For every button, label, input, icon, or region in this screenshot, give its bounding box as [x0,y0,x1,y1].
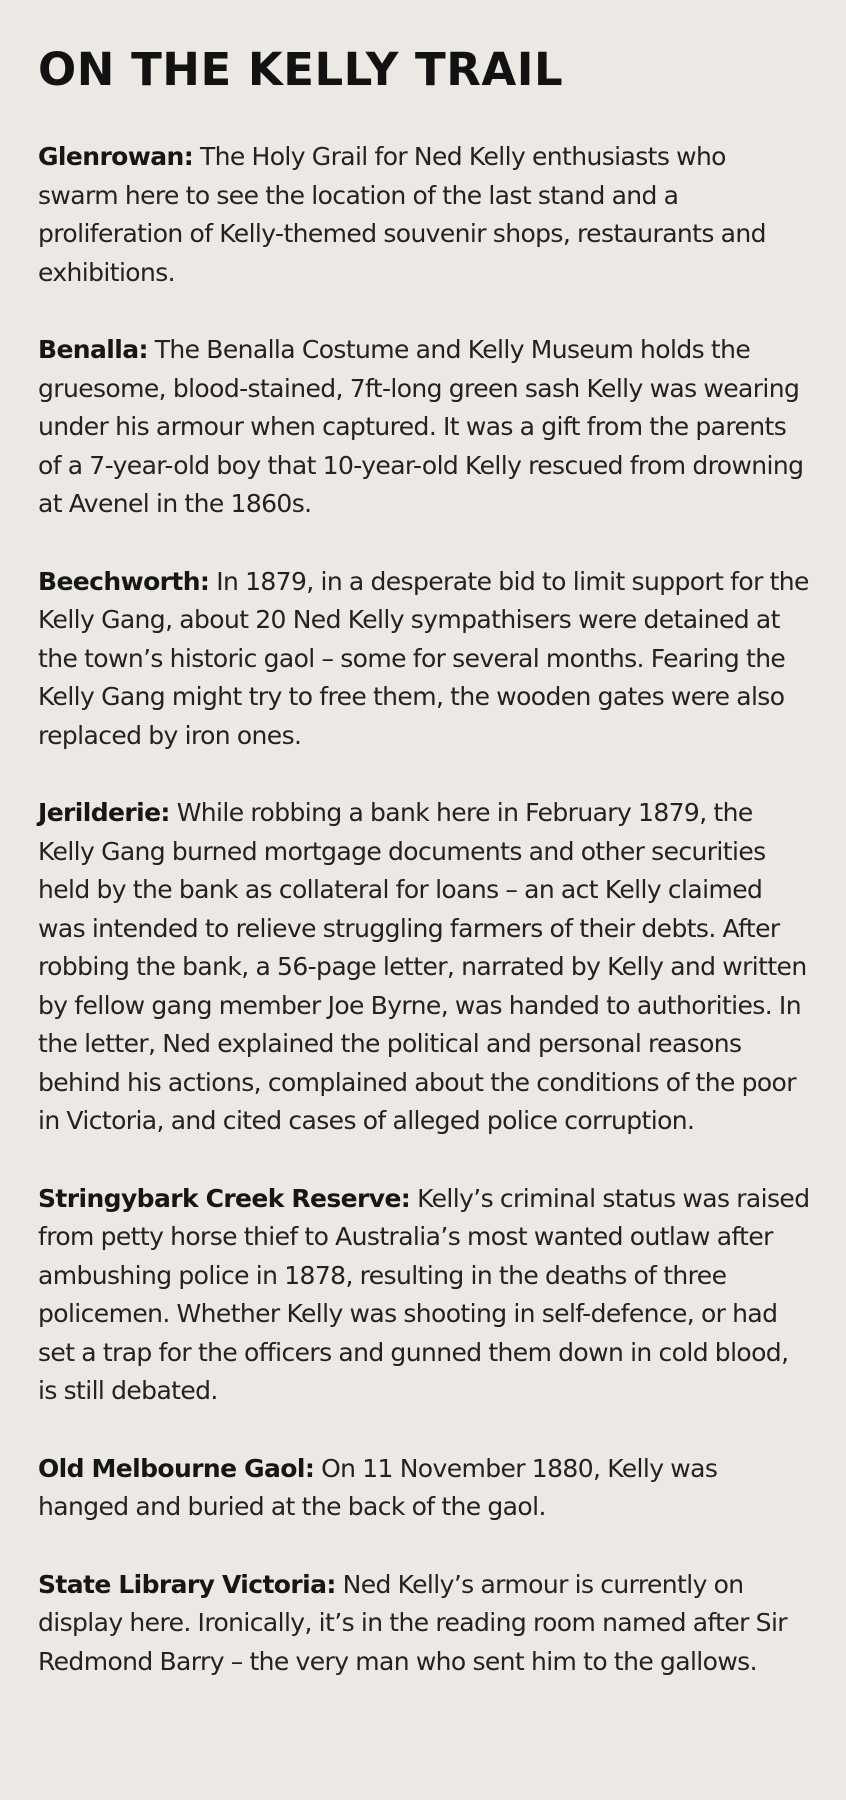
entry-text: Kelly’s criminal status was raised from petty horse thief to Australia’s most wanted outlaw after ambushing police in 1878, resulting in the deaths of three policemen. Whether Kelly was shooting in self-defence, or had set a trap for the officers and gunned them down in cold blood, is still debated. [38,1183,810,1405]
entry-stringybark-creek-reserve [38,1180,812,1411]
entry-text: The Holy Grail for Ned Kelly enthusiasts who swarm here to see the location of the last stand and a proliferation of Kelly-themed souvenir shops, restaurants and exhibitions. [38,142,766,287]
entry-place: State Library Victoria: [38,1569,336,1599]
entry-state-library-victoria [38,1566,812,1682]
entry-place: Stringybark Creek Reserve: [38,1183,411,1213]
entry-glenrowan [38,138,812,292]
entry-jerilderie [38,794,812,1141]
page-title: ON THE KELLY TRAIL [38,43,564,96]
entry-place: Jerilderie: [38,798,170,827]
entry-text: The Benalla Costume and Kelly Museum holds the gruesome, blood-stained, 7ft-long green sash Kelly was wearing under his armour when captured. It was a gift from the parents of a 7-year-old boy that 10-year-old Kelly rescued from drowning at Avenel in the 1860s. [38,335,804,518]
entry-list [38,138,812,1681]
entry-text: In 1879, in a desperate bid to limit support for the Kelly Gang, about 20 Ned Kelly sympathisers were detained at the town’s historic gaol – some for several months. Fearing the Kelly Gang might try to free them, the wooden gates were also replaced by iron ones. [38,566,809,750]
entry-text: While robbing a bank here in February 1879, the Kelly Gang burned mortgage documents and other securities held by the bank as collateral for loans – an act Kelly claimed was intended to relieve struggling farmers of their debts. After robbing the bank, a 56-page letter, narrated by Kelly and written by fellow gang member Joe Byrne, was handed to authorities. In the letter, Ned explained the political and personal reasons behind his actions, complained about the conditions of the poor in Victoria, and cited cases of alleged police corruption. [38,798,807,1135]
entry-benalla [38,331,812,524]
entry-text: On 11 November 1880, Kelly was hanged and buried at the back of the gaol. [38,1453,718,1521]
entry-place: Benalla: [38,335,148,364]
entry-old-melbourne-gaol [38,1450,812,1527]
entry-place: Glenrowan: [38,142,194,171]
entry-beechworth [38,563,812,756]
entry-place: Beechworth: [38,566,210,596]
entry-place: Old Melbourne Gaol: [38,1453,315,1483]
entry-text: Ned Kelly’s armour is currently on display here. Ironically, it’s in the reading room named after Sir Redmond Barry – the very man who sent him to the gallows. [38,1569,787,1676]
